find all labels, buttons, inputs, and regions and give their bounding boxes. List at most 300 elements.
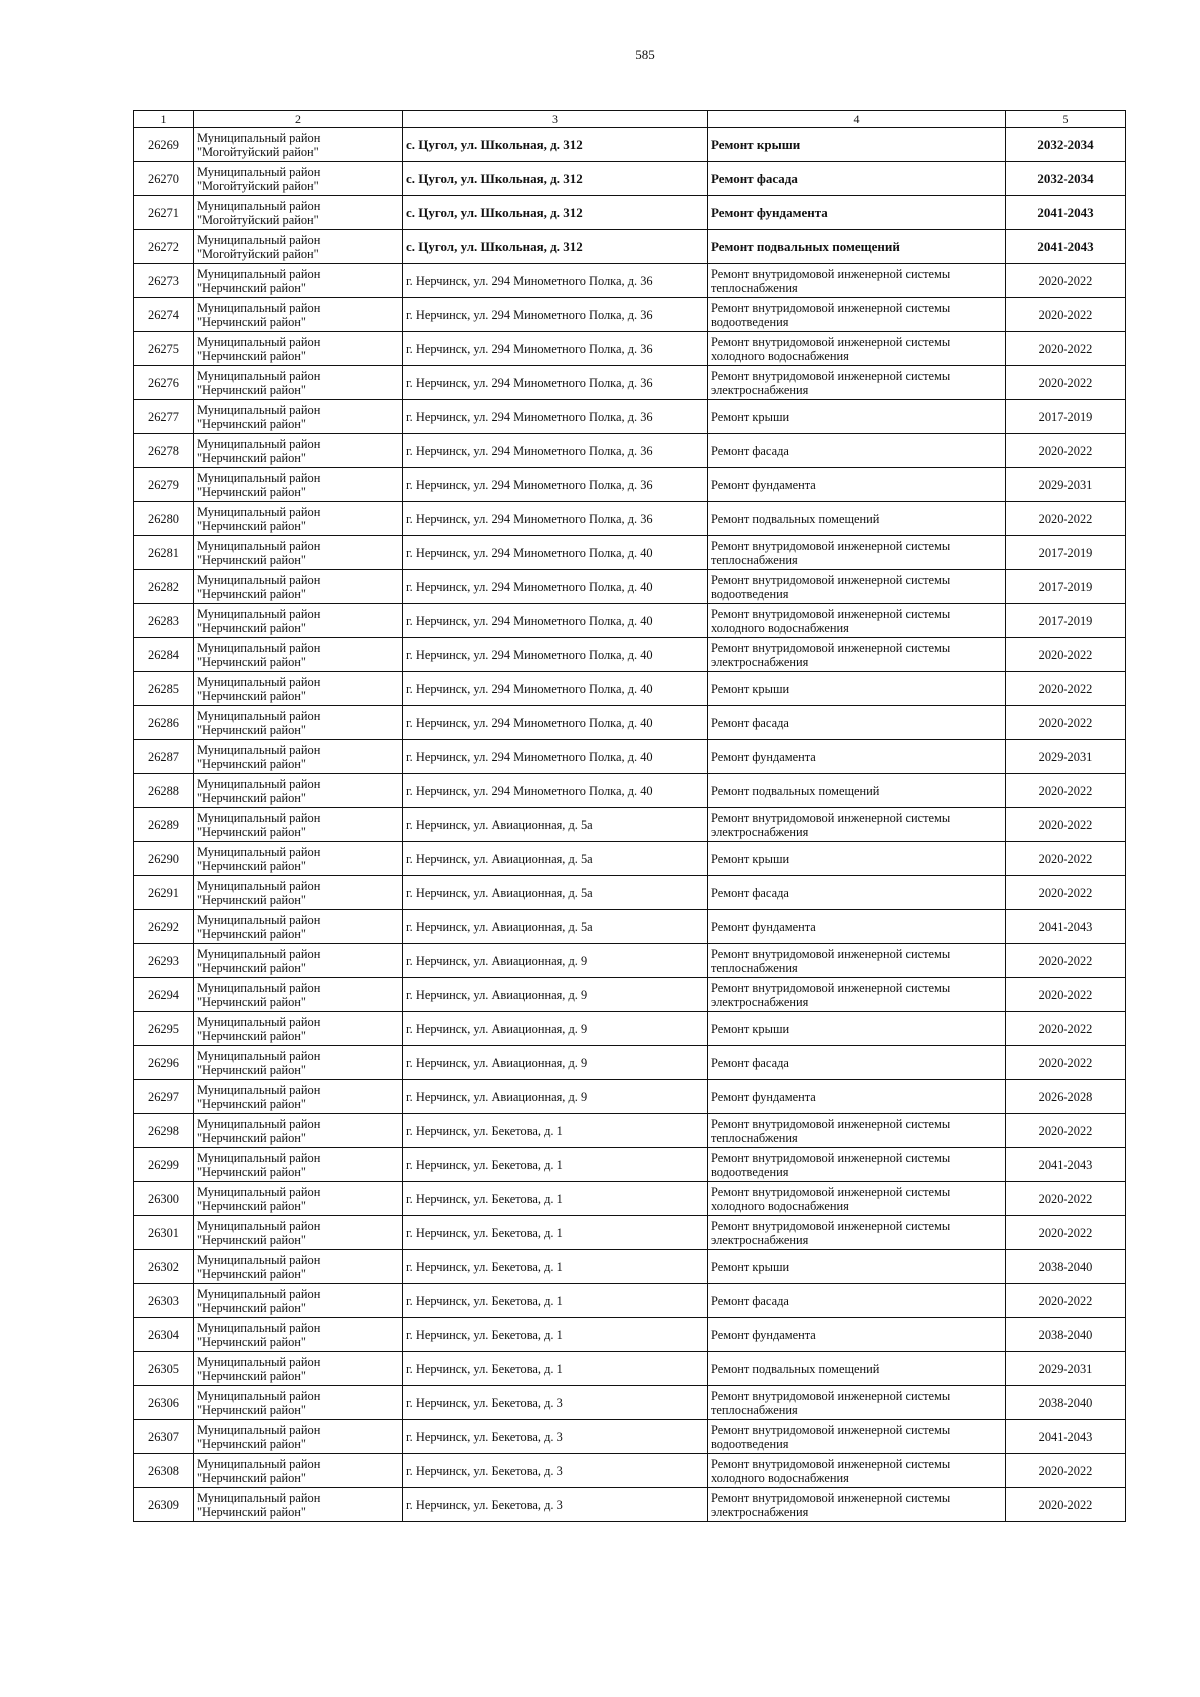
address-cell: г. Нерчинск, ул. 294 Минометного Полка, д. 36 [403,332,708,366]
address-cell: г. Нерчинск, ул. 294 Минометного Полка, д. 36 [403,400,708,434]
address-cell: г. Нерчинск, ул. 294 Минометного Полка, д. 40 [403,604,708,638]
table-row [134,1386,1126,1420]
municipality-line: "Нерчинский район" [197,1266,306,1281]
period-cell: 2020-2022 [1006,502,1126,536]
municipality-line: "Нерчинский район" [197,1028,306,1043]
municipality-line: "Нерчинский район" [197,1334,306,1349]
work-type-cell [708,978,1006,1012]
municipality-cell [194,1216,403,1250]
municipality-cell [194,366,403,400]
municipality-line: "Нерчинский район" [197,586,306,601]
row-number: 26309 [134,1488,194,1522]
period-cell: 2020-2022 [1006,1012,1126,1046]
municipality-line: Муниципальный район [197,538,321,553]
row-number: 26271 [134,196,194,230]
work-type-line: теплоснабжения [711,960,798,975]
period-cell: 2026-2028 [1006,1080,1126,1114]
work-type-line: водоотведения [711,1436,789,1451]
table-row [134,230,1126,264]
address-cell: г. Нерчинск, ул. Авиационная, д. 9 [403,1012,708,1046]
work-type-line: Ремонт подвальных помещений [711,783,880,798]
work-type-line: теплоснабжения [711,1130,798,1145]
work-type-line: Ремонт фасада [711,885,789,900]
municipality-line: "Нерчинский район" [197,960,306,975]
row-number: 26279 [134,468,194,502]
row-number: 26280 [134,502,194,536]
period-cell: 2041-2043 [1006,196,1126,230]
work-type-cell [708,808,1006,842]
table-row [134,366,1126,400]
work-type-cell [708,672,1006,706]
work-type-line: Ремонт внутридомовой инженерной системы [711,300,951,315]
row-number: 26293 [134,944,194,978]
municipality-cell [194,1046,403,1080]
work-type-cell [708,536,1006,570]
work-type-line: Ремонт крыши [711,851,790,866]
table-row [134,1420,1126,1454]
table-row [134,672,1126,706]
work-type-line: Ремонт внутридомовой инженерной системы [711,266,951,281]
period-cell: 2020-2022 [1006,1114,1126,1148]
work-type-line: Ремонт крыши [711,681,790,696]
row-number: 26305 [134,1352,194,1386]
municipality-line: Муниципальный район [197,1490,321,1505]
table-row [134,128,1126,162]
work-type-cell [708,1012,1006,1046]
municipality-cell [194,876,403,910]
period-cell: 2038-2040 [1006,1250,1126,1284]
address-cell: г. Нерчинск, ул. Бекетова, д. 1 [403,1114,708,1148]
work-type-line: Ремонт внутридомовой инженерной системы [711,1150,951,1165]
address-cell: г. Нерчинск, ул. 294 Минометного Полка, д. 36 [403,434,708,468]
table-row [134,1250,1126,1284]
work-type-cell [708,1420,1006,1454]
work-type-cell [708,1250,1006,1284]
municipality-line: Муниципальный район [197,674,321,689]
municipality-cell [194,468,403,502]
municipality-line: Муниципальный район [197,1014,321,1029]
municipality-line: Муниципальный район [197,198,321,213]
row-number: 26275 [134,332,194,366]
row-number: 26299 [134,1148,194,1182]
work-type-line: Ремонт внутридомовой инженерной системы [711,572,951,587]
work-type-cell [708,128,1006,162]
work-type-line: Ремонт фундамента [711,1089,816,1104]
municipality-line: "Нерчинский район" [197,314,306,329]
municipality-line: "Нерчинский район" [197,620,306,635]
municipality-line: "Нерчинский район" [197,688,306,703]
municipality-cell [194,196,403,230]
address-cell: г. Нерчинск, ул. Авиационная, д. 5а [403,876,708,910]
row-number: 26284 [134,638,194,672]
table-row [134,1012,1126,1046]
municipality-line: Муниципальный район [197,946,321,961]
capital-repair-table [133,110,1126,1522]
table-row [134,740,1126,774]
row-number: 26278 [134,434,194,468]
table-row [134,1352,1126,1386]
work-type-cell [708,1046,1006,1080]
municipality-cell [194,502,403,536]
row-number: 26301 [134,1216,194,1250]
work-type-cell [708,366,1006,400]
row-number: 26307 [134,1420,194,1454]
address-cell: г. Нерчинск, ул. 294 Минометного Полка, д. 36 [403,366,708,400]
work-type-line: Ремонт фасада [711,1055,789,1070]
municipality-cell [194,638,403,672]
municipality-line: Муниципальный район [197,606,321,621]
address-cell: г. Нерчинск, ул. Авиационная, д. 9 [403,944,708,978]
municipality-line: Муниципальный район [197,1354,321,1369]
municipality-cell [194,740,403,774]
period-cell: 2017-2019 [1006,536,1126,570]
address-cell: г. Нерчинск, ул. Бекетова, д. 1 [403,1250,708,1284]
work-type-line: теплоснабжения [711,552,798,567]
work-type-cell [708,638,1006,672]
work-type-cell [708,570,1006,604]
address-cell: г. Нерчинск, ул. Бекетова, д. 1 [403,1284,708,1318]
municipality-line: Муниципальный район [197,912,321,927]
work-type-line: Ремонт фундамента [711,749,816,764]
column-header: 1 [134,111,194,128]
work-type-cell [708,298,1006,332]
municipality-cell [194,298,403,332]
row-number: 26276 [134,366,194,400]
work-type-cell [708,740,1006,774]
municipality-line: "Нерчинский район" [197,1436,306,1451]
table-row [134,298,1126,332]
work-type-line: Ремонт внутридомовой инженерной системы [711,1116,951,1131]
table-row [134,638,1126,672]
table-row [134,502,1126,536]
table-row [134,808,1126,842]
work-type-line: холодного водоснабжения [711,1470,849,1485]
table-row [134,400,1126,434]
work-type-cell [708,264,1006,298]
row-number: 26272 [134,230,194,264]
work-type-line: Ремонт подвальных помещений [711,1361,880,1376]
period-cell: 2029-2031 [1006,468,1126,502]
municipality-line: "Нерчинский район" [197,518,306,533]
row-number: 26295 [134,1012,194,1046]
column-header: 3 [403,111,708,128]
period-cell: 2038-2040 [1006,1318,1126,1352]
page-number: 585 [635,47,655,62]
work-type-line: водоотведения [711,314,789,329]
municipality-line: Муниципальный район [197,266,321,281]
table-row [134,1114,1126,1148]
municipality-line: "Могойтуйский район" [197,178,319,193]
period-cell: 2017-2019 [1006,604,1126,638]
municipality-line: "Нерчинский район" [197,1198,306,1213]
period-cell: 2020-2022 [1006,264,1126,298]
municipality-line: "Нерчинский район" [197,1164,306,1179]
municipality-cell [194,332,403,366]
table-row [134,1080,1126,1114]
municipality-line: Муниципальный район [197,572,321,587]
work-type-line: Ремонт внутридомовой инженерной системы [711,334,951,349]
table-row [134,434,1126,468]
municipality-line: Муниципальный район [197,504,321,519]
municipality-line: "Нерчинский район" [197,756,306,771]
address-cell: г. Нерчинск, ул. Авиационная, д. 5а [403,808,708,842]
municipality-line: Муниципальный район [197,1218,321,1233]
work-type-line: водоотведения [711,586,789,601]
work-type-line: Ремонт крыши [711,1021,790,1036]
address-cell: г. Нерчинск, ул. 294 Минометного Полка, д. 40 [403,706,708,740]
work-type-line: Ремонт внутридомовой инженерной системы [711,1184,951,1199]
period-cell: 2020-2022 [1006,1284,1126,1318]
period-cell: 2020-2022 [1006,434,1126,468]
municipality-cell [194,230,403,264]
municipality-cell [194,1012,403,1046]
address-cell: г. Нерчинск, ул. 294 Минометного Полка, д. 40 [403,672,708,706]
period-cell: 2020-2022 [1006,1182,1126,1216]
work-type-cell [708,332,1006,366]
municipality-line: "Могойтуйский район" [197,212,319,227]
work-type-line: электроснабжения [711,1504,809,1519]
period-cell: 2029-2031 [1006,1352,1126,1386]
table-row [134,1454,1126,1488]
table-row [134,910,1126,944]
row-number: 26290 [134,842,194,876]
municipality-cell [194,1182,403,1216]
table-row [134,332,1126,366]
work-type-line: Ремонт внутридомовой инженерной системы [711,810,951,825]
work-type-line: Ремонт внутридомовой инженерной системы [711,1218,951,1233]
municipality-line: Муниципальный район [197,1252,321,1267]
header-row [134,111,1126,128]
table-row [134,1488,1126,1522]
work-type-cell [708,1488,1006,1522]
municipality-cell [194,774,403,808]
work-type-line: Ремонт внутридомовой инженерной системы [711,1490,951,1505]
work-type-line: Ремонт внутридомовой инженерной системы [711,538,951,553]
period-cell: 2041-2043 [1006,910,1126,944]
municipality-line: Муниципальный район [197,1082,321,1097]
work-type-line: Ремонт фасада [711,715,789,730]
row-number: 26277 [134,400,194,434]
row-number: 26303 [134,1284,194,1318]
municipality-line: Муниципальный район [197,334,321,349]
row-number: 26286 [134,706,194,740]
work-type-cell [708,400,1006,434]
work-type-cell [708,434,1006,468]
table-row [134,1046,1126,1080]
municipality-cell [194,1420,403,1454]
municipality-cell [194,1386,403,1420]
municipality-line: "Нерчинский район" [197,1368,306,1383]
municipality-cell [194,842,403,876]
table-row [134,842,1126,876]
municipality-line: Муниципальный район [197,470,321,485]
address-cell: с. Цугол, ул. Школьная, д. 312 [403,128,708,162]
work-type-line: Ремонт фундамента [711,477,816,492]
municipality-line: "Могойтуйский район" [197,246,319,261]
row-number: 26302 [134,1250,194,1284]
period-cell: 2020-2022 [1006,1454,1126,1488]
address-cell: г. Нерчинск, ул. Бекетова, д. 1 [403,1216,708,1250]
municipality-line: Муниципальный район [197,1388,321,1403]
municipality-cell [194,1488,403,1522]
municipality-line: Муниципальный район [197,1184,321,1199]
work-type-cell [708,1284,1006,1318]
work-type-line: электроснабжения [711,382,809,397]
address-cell: г. Нерчинск, ул. Бекетова, д. 1 [403,1318,708,1352]
work-type-cell [708,910,1006,944]
municipality-line: "Нерчинский район" [197,416,306,431]
municipality-line: Муниципальный район [197,640,321,655]
table-row [134,1182,1126,1216]
work-type-line: Ремонт фасада [711,170,798,186]
municipality-line: Муниципальный район [197,130,321,145]
municipality-cell [194,1250,403,1284]
period-cell: 2029-2031 [1006,740,1126,774]
work-type-cell [708,1318,1006,1352]
address-cell: г. Нерчинск, ул. 294 Минометного Полка, д. 40 [403,536,708,570]
work-type-line: Ремонт крыши [711,136,801,152]
period-cell: 2020-2022 [1006,332,1126,366]
municipality-line: "Нерчинский район" [197,1130,306,1145]
municipality-cell [194,434,403,468]
municipality-line: "Нерчинский район" [197,1470,306,1485]
work-type-line: Ремонт внутридомовой инженерной системы [711,1456,951,1471]
period-cell: 2020-2022 [1006,706,1126,740]
municipality-line: Муниципальный район [197,776,321,791]
table-row [134,944,1126,978]
work-type-cell [708,1216,1006,1250]
municipality-line: Муниципальный район [197,810,321,825]
work-type-line: Ремонт крыши [711,1259,790,1274]
row-number: 26289 [134,808,194,842]
table-row [134,570,1126,604]
work-type-line: Ремонт фундамента [711,1327,816,1342]
municipality-line: "Нерчинский район" [197,994,306,1009]
work-type-line: Ремонт внутридомовой инженерной системы [711,980,951,995]
row-number: 26304 [134,1318,194,1352]
municipality-cell [194,128,403,162]
work-type-cell [708,774,1006,808]
municipality-line: "Могойтуйский район" [197,144,319,159]
period-cell: 2020-2022 [1006,876,1126,910]
row-number: 26274 [134,298,194,332]
row-number: 26291 [134,876,194,910]
period-cell: 2020-2022 [1006,978,1126,1012]
work-type-cell [708,468,1006,502]
row-number: 26306 [134,1386,194,1420]
municipality-line: "Нерчинский район" [197,484,306,499]
table-row [134,468,1126,502]
table-row [134,162,1126,196]
column-header: 2 [194,111,403,128]
row-number: 26285 [134,672,194,706]
address-cell: г. Нерчинск, ул. 294 Минометного Полка, д. 40 [403,570,708,604]
municipality-cell [194,570,403,604]
municipality-line: "Нерчинский район" [197,892,306,907]
address-cell: г. Нерчинск, ул. 294 Минометного Полка, д. 40 [403,774,708,808]
municipality-line: "Нерчинский район" [197,1504,306,1519]
period-cell: 2032-2034 [1006,162,1126,196]
work-type-line: холодного водоснабжения [711,1198,849,1213]
work-type-line: электроснабжения [711,1232,809,1247]
municipality-line: Муниципальный район [197,402,321,417]
municipality-line: Муниципальный район [197,1422,321,1437]
work-type-cell [708,502,1006,536]
row-number: 26270 [134,162,194,196]
period-cell: 2041-2043 [1006,1148,1126,1182]
municipality-line: "Нерчинский район" [197,348,306,363]
municipality-line: "Нерчинский район" [197,858,306,873]
work-type-line: Ремонт внутридомовой инженерной системы [711,640,951,655]
table-row [134,1284,1126,1318]
row-number: 26296 [134,1046,194,1080]
column-header: 5 [1006,111,1126,128]
address-cell: г. Нерчинск, ул. Бекетова, д. 1 [403,1352,708,1386]
work-type-line: теплоснабжения [711,1402,798,1417]
municipality-line: Муниципальный район [197,164,321,179]
municipality-line: "Нерчинский район" [197,790,306,805]
work-type-cell [708,1080,1006,1114]
municipality-cell [194,400,403,434]
work-type-line: холодного водоснабжения [711,348,849,363]
table-row [134,774,1126,808]
municipality-line: Муниципальный район [197,232,321,247]
work-type-cell [708,1148,1006,1182]
period-cell: 2020-2022 [1006,1488,1126,1522]
work-type-cell [708,1386,1006,1420]
row-number: 26287 [134,740,194,774]
work-type-line: Ремонт фасада [711,443,789,458]
address-cell: г. Нерчинск, ул. Бекетова, д. 1 [403,1182,708,1216]
row-number: 26269 [134,128,194,162]
municipality-cell [194,1352,403,1386]
address-cell: г. Нерчинск, ул. Бекетова, д. 3 [403,1488,708,1522]
municipality-line: Муниципальный район [197,368,321,383]
work-type-cell [708,706,1006,740]
work-type-line: электроснабжения [711,824,809,839]
municipality-line: "Нерчинский район" [197,926,306,941]
work-type-line: Ремонт фундамента [711,204,828,220]
municipality-line: "Нерчинский район" [197,1062,306,1077]
municipality-line: "Нерчинский район" [197,1300,306,1315]
municipality-cell [194,536,403,570]
address-cell: г. Нерчинск, ул. Бекетова, д. 3 [403,1386,708,1420]
period-cell: 2020-2022 [1006,638,1126,672]
municipality-cell [194,1284,403,1318]
table-row [134,706,1126,740]
work-type-line: электроснабжения [711,654,809,669]
work-type-cell [708,1352,1006,1386]
work-type-cell [708,1454,1006,1488]
address-cell: г. Нерчинск, ул. 294 Минометного Полка, д. 40 [403,740,708,774]
municipality-cell [194,706,403,740]
work-type-cell [708,944,1006,978]
municipality-line: Муниципальный район [197,980,321,995]
row-number: 26282 [134,570,194,604]
period-cell: 2020-2022 [1006,1046,1126,1080]
municipality-line: Муниципальный район [197,742,321,757]
work-type-line: теплоснабжения [711,280,798,295]
address-cell: г. Нерчинск, ул. 294 Минометного Полка, д. 36 [403,298,708,332]
address-cell: г. Нерчинск, ул. Авиационная, д. 5а [403,842,708,876]
row-number: 26300 [134,1182,194,1216]
row-number: 26273 [134,264,194,298]
address-cell: г. Нерчинск, ул. 294 Минометного Полка, д. 40 [403,638,708,672]
period-cell: 2041-2043 [1006,230,1126,264]
municipality-line: Муниципальный район [197,1150,321,1165]
municipality-line: Муниципальный район [197,1116,321,1131]
period-cell: 2020-2022 [1006,366,1126,400]
